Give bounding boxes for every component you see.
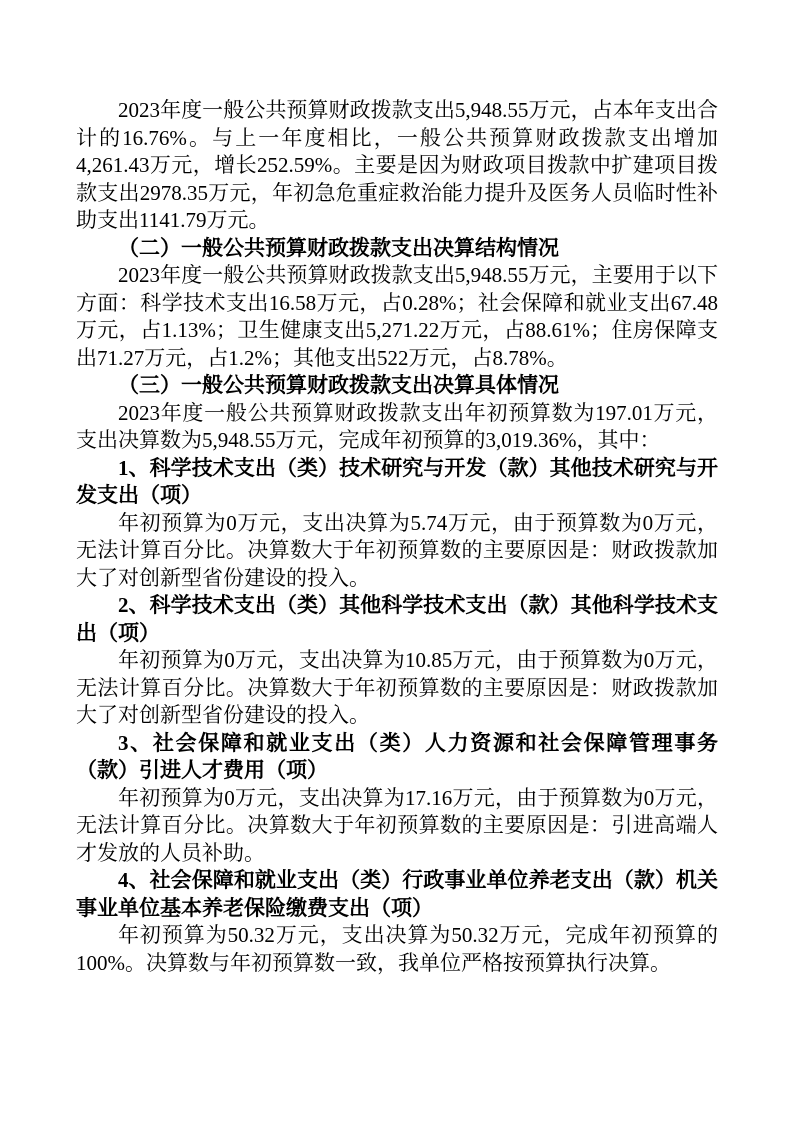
paragraph-item-3-detail: 年初预算为0万元，支出决算为17.16万元，由于预算数为0万元，无法计算百分比。决算数大于年初预算数的主要原因是：引进高端人才发放的人员补助。 — [76, 785, 718, 865]
paragraph-item-1-detail: 年初预算为0万元，支出决算为5.74万元，由于预算数为0万元，无法计算百分比。决算数大于年初预算数的主要原因是：财政拨款加大了对创新型省份建设的投入。 — [76, 510, 718, 590]
item-heading-4: 4、社会保障和就业支出（类）行政事业单位养老支出（款）机关事业单位基本养老保险缴费支出（项） — [76, 868, 718, 920]
paragraph-fiscal-allocation-overview: 2023年度一般公共预算财政拨款支出5,948.55万元，占本年支出合计的16.76%。与上一年度相比，一般公共预算财政拨款支出增加4,261.43万元，增长252.59%。主要是因为财政项目拨款中扩建项目拨款支出2978.35万元，年初急危重症救治能力提升及医务人员临时性补助支出1141.79万元。 — [76, 98, 718, 232]
paragraph-item-2-detail: 年初预算为0万元，支出决算为10.85万元，由于预算数为0万元，无法计算百分比。决算数大于年初预算数的主要原因是：财政拨款加大了对创新型省份建设的投入。 — [76, 648, 718, 727]
section-heading-structure: （二）一般公共预算财政拨款支出决算结构情况 — [118, 235, 559, 260]
item-heading-1: 1、科学技术支出（类）技术研究与开发（款）其他技术研究与开发支出（项） — [76, 455, 718, 507]
paragraph-expenditure-structure: 2023年度一般公共预算财政拨款支出5,948.55万元，主要用于以下方面：科学技术支出16.58万元，占0.28%；社会保障和就业支出67.48万元，占1.13%；卫生健康支出5,271.22万元，占88.61%；住房保障支出71.27万元，占1.2%；其他支出522万元，占8.78%。 — [76, 263, 719, 370]
item-heading-2: 2、科学技术支出（类）其他科学技术支出（款）其他科学技术支出（项） — [76, 593, 718, 645]
item-heading-3: 3、社会保障和就业支出（类）人力资源和社会保障管理事务（款）引进人才费用（项） — [76, 730, 718, 782]
section-heading-details: （三）一般公共预算财政拨款支出决算具体情况 — [118, 373, 559, 397]
paragraph-budget-vs-final: 2023年度一般公共预算财政拨款支出年初预算数为197.01万元，支出决算数为5,948.55万元，完成年初预算的3,019.36%，其中： — [76, 400, 718, 452]
paragraph-item-4-detail: 年初预算为50.32万元，支出决算为50.32万元，完成年初预算的100%。决算数与年初预算数一致，我单位严格按预算执行决算。 — [76, 923, 718, 975]
